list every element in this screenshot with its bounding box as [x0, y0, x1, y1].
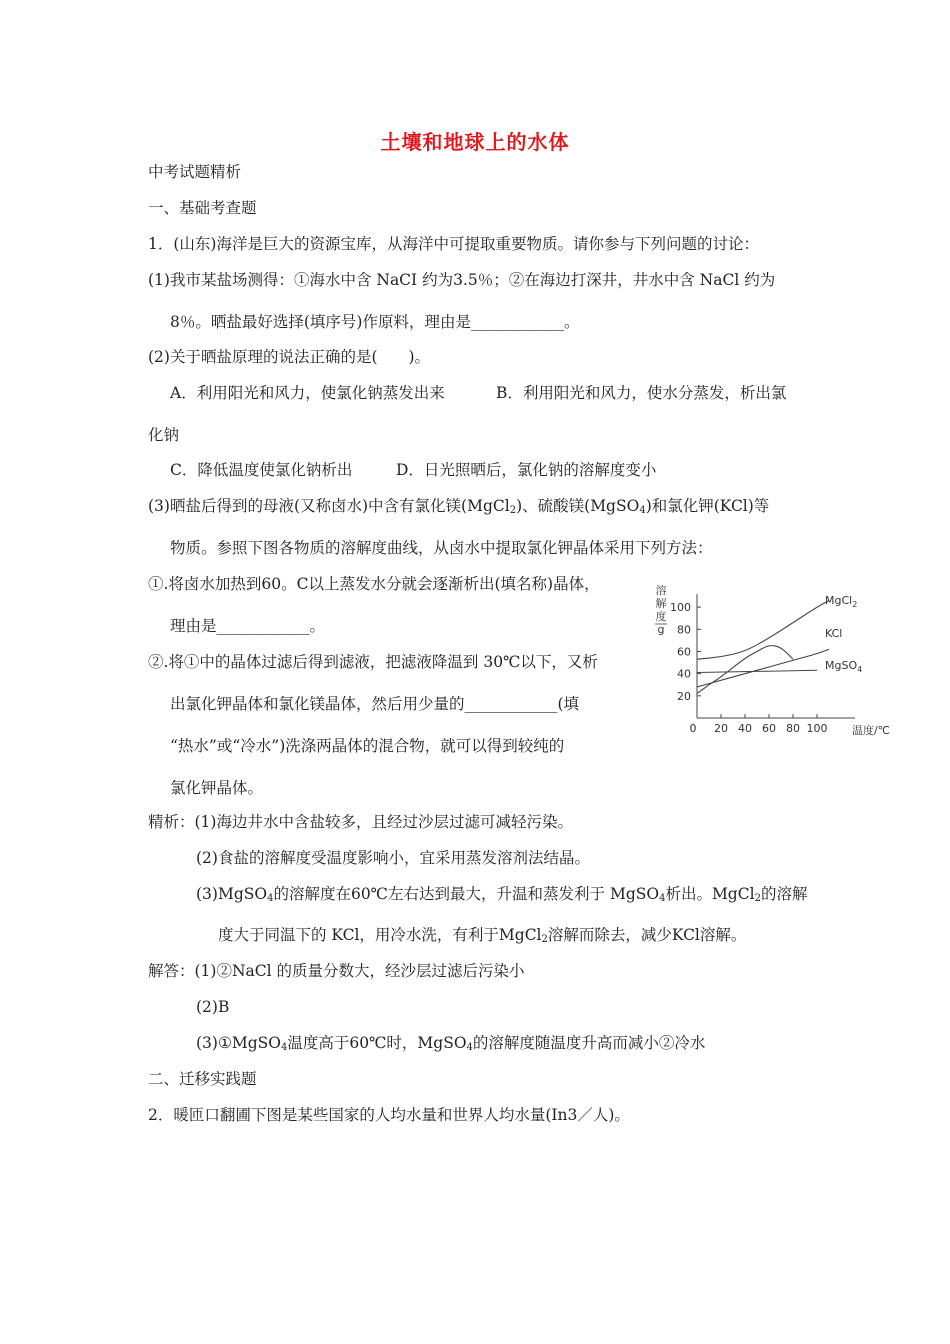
analysis-line2: (2)食盐的溶解度受温度影响小，宜采用蒸发溶剂法结晶。: [196, 849, 590, 867]
option-c: C．降低温度使氯化钠析出: [170, 461, 353, 479]
y-axis-label: 度: [655, 610, 667, 623]
step2-line3: “热水”或“冷水”)洗涤两晶体的混合物，就可以得到较纯的: [170, 737, 565, 755]
x-tick-label: 0: [689, 722, 697, 735]
analysis-line1: 精析：(1)海边井水中含盐较多，且经过沙层过滤可减轻污染。: [148, 813, 573, 831]
x-tick-label: 80: [786, 722, 800, 735]
series-kcl-line: [697, 649, 829, 687]
series-mgcl2-line: [697, 600, 829, 659]
y-tick-label: 40: [677, 667, 691, 681]
x-tick-label: 60: [762, 722, 776, 735]
y-tick-label: 100: [670, 601, 691, 615]
x-axis-label: 温度/℃: [851, 724, 891, 737]
q1-part1-line1: (1)我市某盐场测得：①海水中含 NaCI 约为3.5％；②在海边打深井，井水中含 NaCl 约为: [148, 271, 776, 289]
option-b: B．利用阳光和风力，使水分蒸发，析出氯: [496, 384, 787, 402]
y-tick-label: 80: [677, 623, 691, 637]
y-tick-label: 20: [677, 689, 691, 703]
y-axis-label: 溶: [655, 584, 667, 597]
step1-line1: ①.将卤水加热到60。C以上蒸发水分就会逐渐析出(填名称)晶体，: [148, 575, 600, 593]
option-a: A．利用阳光和风力，使氯化钠蒸发出来: [170, 384, 445, 402]
option-d: D．日光照晒后，氯化钠的溶解度变小: [396, 461, 657, 479]
x-tick-label: 100: [806, 722, 828, 735]
part2-heading: 二、迁移实践题: [148, 1070, 257, 1088]
option-b-cont: 化钠: [148, 426, 180, 444]
y-tick-label: 60: [677, 645, 691, 659]
q2-text: 2．暖匝口翻圃下图是某些国家的人均水量和世界人均水量(In3／人)。: [148, 1106, 630, 1124]
q1-part2: (2)关于晒盐原理的说法正确的是( )。: [148, 348, 431, 366]
step2-line2: 出氯化钾晶体和氯化镁晶体，然后用少量的____________(填: [170, 695, 580, 713]
y-axis-label: 解: [655, 597, 667, 610]
series-label-kcl: KCl: [825, 627, 843, 640]
q1-part3-line2: 物质。参照下图各物质的溶解度曲线，从卤水中提取氯化钾晶体采用下列方法：: [170, 539, 713, 557]
step2-line1: ②.将①中的晶体过滤后得到滤液，把滤液降温到 30℃以下，又析: [148, 653, 598, 671]
q1-intro: 1．(山东)海洋是巨大的资源宝库，从海洋中可提取重要物质。请你参与下列问题的讨论：: [148, 235, 759, 253]
x-tick-label: 40: [738, 722, 752, 735]
y-axis-label: g: [657, 623, 665, 636]
analysis-line3: (3)MgSO$_4$的溶解度在60℃左右达到最大，升温和蒸发利于 MgSO$_4$析出。MgCl$_2$的溶解: [196, 885, 808, 904]
q1-part3-line1: (3)晒盐后得到的母液(又称卤水)中含有氯化镁(MgCl$_2$)、硫酸镁(MgSO$_4$)和氯化钾(KCl)等: [148, 497, 770, 516]
step1-line2: 理由是____________。: [170, 617, 326, 635]
q1-part1-line2: 8％。晒盐最好选择(填序号)作原料，理由是____________。: [170, 313, 580, 331]
series-label-mgso4: MgSO$_4$: [825, 659, 863, 674]
series-mgso4-line: [697, 646, 793, 694]
answer-line1: 解答：(1)②NaCl 的质量分数大，经沙层过滤后污染小: [148, 962, 525, 980]
x-tick-label: 20: [714, 722, 728, 735]
answer-line3: (3)①MgSO$_4$温度高于60℃时，MgSO$_4$的溶解度随温度升高而减小②冷水: [196, 1034, 706, 1053]
analysis-line4: 度大于同温下的 KCl，用冷水洗，有利于MgCl$_2$溶解而除去，减少KCl溶解。: [218, 926, 747, 945]
solubility-chart: [645, 578, 895, 738]
section-header: 中考试题精析: [148, 163, 242, 181]
part1-heading: 一、基础考查题: [148, 199, 257, 217]
page-title: 土壤和地球上的水体: [380, 130, 570, 154]
series-label-mgcl2: MgCl$_2$: [825, 594, 858, 609]
answer-line2: (2)B: [196, 998, 230, 1016]
step2-line4: 氯化钾晶体。: [170, 779, 264, 797]
